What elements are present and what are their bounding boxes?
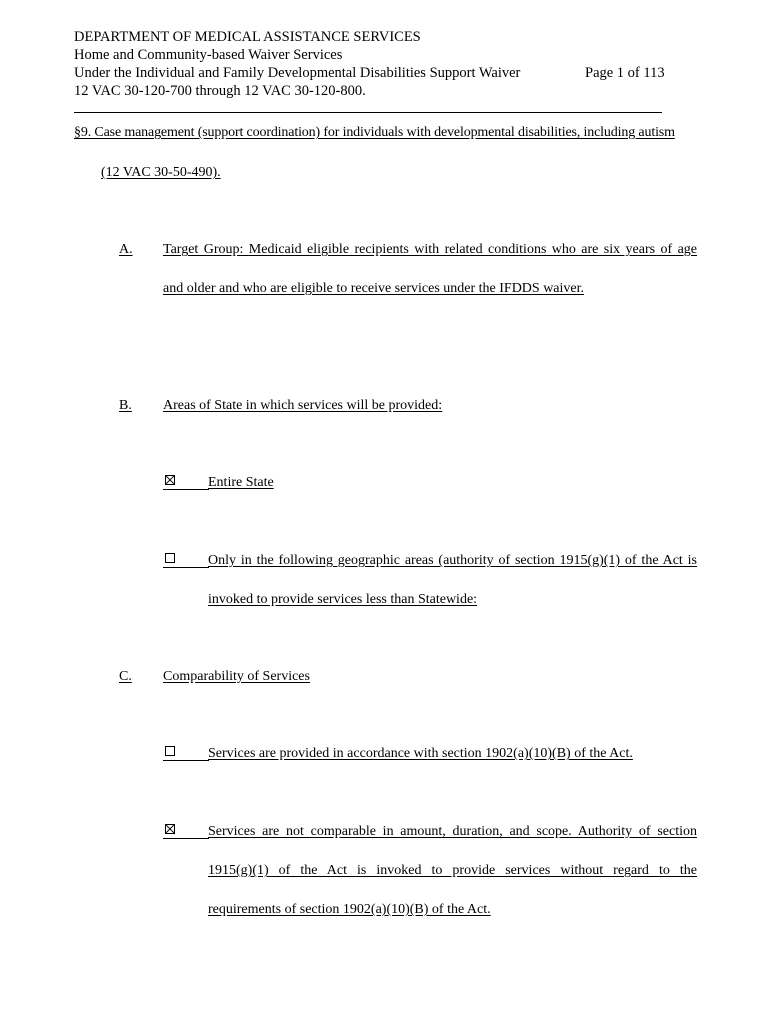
checkbox-underline [163,489,209,490]
item-a-text-cont: and older and who are eligible to receive services under the IFDDS waiver. [163,281,585,296]
geographic-areas-text-cont: invoked to provide services less than Statewide: [208,592,478,607]
item-c-letter: C. [119,669,132,684]
geographic-areas-text: Only in the following geographic areas (authority of section 1915(g)(1) of the Act is [208,553,697,568]
item-c-title: Comparability of Services [163,669,310,684]
header-divider [74,112,662,113]
item-a-letter: A. [119,242,133,257]
header-program: Home and Community-based Waiver Services [74,47,343,63]
header-regulation: 12 VAC 30-120-700 through 12 VAC 30-120-800. [74,83,366,99]
header-waiver: Under the Individual and Family Developmental Disabilities Support Waiver [74,65,521,81]
item-a-text: Target Group: Medicaid eligible recipients with related conditions who are six years of age [163,242,697,257]
item-b-title: Areas of State in which services will be provided: [163,398,443,413]
page-number: Page 1 of 113 [585,65,665,81]
not-comparable-text-end: requirements of section 1902(a)(10)(B) of the Act. [208,902,491,917]
comparable-services-checkbox[interactable] [165,746,175,756]
entire-state-label: Entire State [208,475,274,490]
checkbox-underline [163,760,209,761]
not-comparable-checkbox[interactable] [165,824,175,834]
comparable-services-label: Services are provided in accordance with section 1902(a)(10)(B) of the Act. [208,746,633,761]
section-heading: §9. Case management (support coordination) for individuals with developmental disabilities, including autism [74,125,675,140]
checkbox-underline [163,838,209,839]
entire-state-checkbox[interactable] [165,475,175,485]
section-heading-cont: (12 VAC 30-50-490). [101,165,221,180]
not-comparable-text: Services are not comparable in amount, duration, and scope. Authority of section [208,824,697,839]
checkbox-underline [163,567,209,568]
not-comparable-text-cont: 1915(g)(1) of the Act is invoked to provide services without regard to the [208,863,697,878]
geographic-areas-checkbox[interactable] [165,553,175,563]
header-department: DEPARTMENT OF MEDICAL ASSISTANCE SERVICES [74,29,421,45]
item-b-letter: B. [119,398,132,413]
